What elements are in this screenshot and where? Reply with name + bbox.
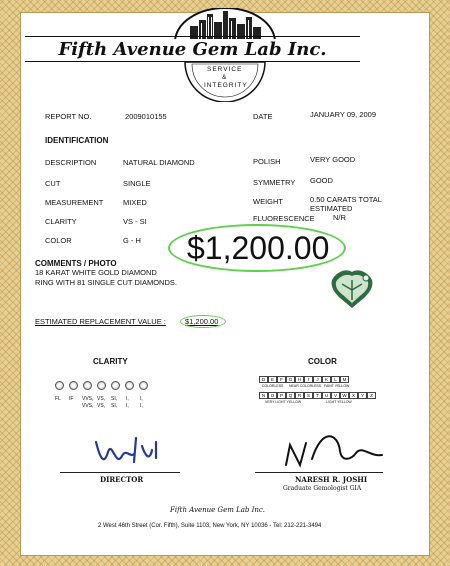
clarity-scale-heading: CLARITY bbox=[93, 357, 128, 366]
gemologist-signature-line bbox=[255, 472, 383, 473]
estimate-label: ESTIMATED REPLACEMENT VALUE : bbox=[35, 317, 166, 326]
director-signature bbox=[90, 428, 180, 472]
color-grade-cell: R bbox=[295, 392, 304, 399]
clarity-grade: I, bbox=[140, 403, 143, 409]
color-grade-cell: Q bbox=[286, 392, 295, 399]
clarity-grade: I, bbox=[126, 403, 129, 409]
color-grade-cell: W bbox=[340, 392, 349, 399]
color-grade-cell: J bbox=[313, 376, 322, 383]
clarity-diamond-icon bbox=[69, 381, 78, 390]
clarity-grade: VVS, bbox=[82, 403, 94, 409]
fluorescence-label: FLUORESCENCE bbox=[253, 214, 315, 223]
seal-integrity: INTEGRITY bbox=[204, 82, 248, 89]
seal-ampersand: & bbox=[222, 74, 227, 81]
clarity-diamond-icon bbox=[55, 381, 64, 390]
clarity-grade: VS, bbox=[97, 396, 106, 402]
color-caption: FAINT YELLOW bbox=[324, 384, 350, 388]
clarity-grade: VS, bbox=[97, 403, 106, 409]
report-no-value: 2009010155 bbox=[125, 112, 167, 121]
clarity-diamond-icon bbox=[97, 381, 106, 390]
color-scale-heading: COLOR bbox=[308, 357, 337, 366]
weight-value-1: 0.50 CARATS TOTAL bbox=[310, 195, 382, 204]
weight-value-2: ESTIMATED bbox=[310, 204, 353, 213]
color-grade-cell: K bbox=[322, 376, 331, 383]
color-grade-cell: U bbox=[322, 392, 331, 399]
color-grade-cell: O bbox=[268, 392, 277, 399]
gemologist-name: NARESH R. JOSHI bbox=[295, 475, 368, 484]
color-grade-cell: D bbox=[259, 376, 268, 383]
color-grade-cell: S bbox=[304, 392, 313, 399]
comments-line-2: RING WITH 81 SINGLE CUT DIAMONDS. bbox=[35, 278, 177, 287]
color-grade-cell: F bbox=[277, 376, 286, 383]
identification-heading: IDENTIFICATION bbox=[45, 136, 109, 145]
footer-address: 2 West 46th Street (Cor. Fifth), Suite 1103, New York, NY 10036 - Tel: 212-221-3494 bbox=[98, 523, 322, 529]
comments-heading: COMMENTS / PHOTO bbox=[35, 259, 117, 268]
color-grade-cell: Y bbox=[358, 392, 367, 399]
color-value: G - H bbox=[123, 236, 141, 245]
color-grade-cell: M bbox=[340, 376, 349, 383]
clarity-diamond-icon bbox=[111, 381, 120, 390]
color-grade-cell: X bbox=[349, 392, 358, 399]
description-value: NATURAL DIAMOND bbox=[123, 158, 195, 167]
weight-label: WEIGHT bbox=[253, 197, 283, 206]
comments-line-1: 18 KARAT WHITE GOLD DIAMOND bbox=[35, 268, 157, 277]
clarity-diamond-icon bbox=[83, 381, 92, 390]
gemologist-title: Graduate Gemologist GIA bbox=[283, 485, 362, 492]
clarity-diamond-icon bbox=[139, 381, 148, 390]
lab-name-banner bbox=[25, 36, 360, 62]
color-grade-cell: V bbox=[331, 392, 340, 399]
date-label: DATE bbox=[253, 112, 273, 121]
fluorescence-value: N/R bbox=[333, 213, 346, 222]
symmetry-label: SYMMETRY bbox=[253, 178, 296, 187]
cut-value: SINGLE bbox=[123, 179, 151, 188]
color-grade-cell: E bbox=[268, 376, 277, 383]
cut-label: CUT bbox=[45, 179, 61, 188]
measurement-value: MIXED bbox=[123, 198, 147, 207]
color-label: COLOR bbox=[45, 236, 72, 245]
director-label: DIRECTOR bbox=[100, 475, 144, 484]
clarity-grade: I, bbox=[140, 396, 143, 402]
color-grade-cell: I bbox=[304, 376, 313, 383]
clarity-grade: I, bbox=[126, 396, 129, 402]
clarity-grade: VVS, bbox=[82, 396, 94, 402]
polish-label: POLISH bbox=[253, 157, 281, 166]
clarity-value: VS - SI bbox=[123, 217, 147, 226]
price-annotation: $1,200.00 bbox=[187, 230, 330, 266]
measurement-label: MEASUREMENT bbox=[45, 198, 104, 207]
color-grade-cell: H bbox=[295, 376, 304, 383]
estimate-highlight-ring bbox=[180, 315, 226, 328]
clarity-grade: FL bbox=[55, 396, 61, 402]
description-label: DESCRIPTION bbox=[45, 158, 97, 167]
clarity-diamond-icon bbox=[125, 381, 134, 390]
symmetry-value: GOOD bbox=[310, 176, 333, 185]
clarity-grade: SI, bbox=[111, 403, 118, 409]
color-caption: COLORLESS bbox=[262, 384, 284, 388]
color-grade-cell: N bbox=[259, 392, 268, 399]
gemologist-signature bbox=[282, 425, 392, 473]
color-grade-cell: P bbox=[277, 392, 286, 399]
seal-service: SERVICE bbox=[207, 66, 243, 73]
polish-value: VERY GOOD bbox=[310, 155, 356, 164]
clarity-grade: SI, bbox=[111, 396, 118, 402]
report-no-label: REPORT NO. bbox=[45, 112, 92, 121]
color-caption: LIGHT YELLOW bbox=[326, 400, 352, 404]
clarity-grade: IF bbox=[69, 396, 74, 402]
color-caption: NEAR COLORLESS bbox=[289, 384, 322, 388]
estimate-value: $1,200.00 bbox=[185, 317, 219, 326]
date-value: JANUARY 09, 2009 bbox=[310, 110, 377, 119]
color-grade-cell: G bbox=[286, 376, 295, 383]
ring-photo bbox=[328, 268, 376, 312]
clarity-label: CLARITY bbox=[45, 217, 77, 226]
color-grade-cell: Z bbox=[367, 392, 376, 399]
director-signature-line bbox=[60, 472, 180, 473]
color-grade-cell: T bbox=[313, 392, 322, 399]
color-grade-cell: L bbox=[331, 376, 340, 383]
lab-name: Fifth Avenue Gem Lab Inc. bbox=[52, 39, 332, 60]
footer-lab-name: Fifth Avenue Gem Lab Inc. bbox=[170, 506, 266, 514]
color-caption: VERY LIGHT YELLOW bbox=[265, 400, 302, 404]
